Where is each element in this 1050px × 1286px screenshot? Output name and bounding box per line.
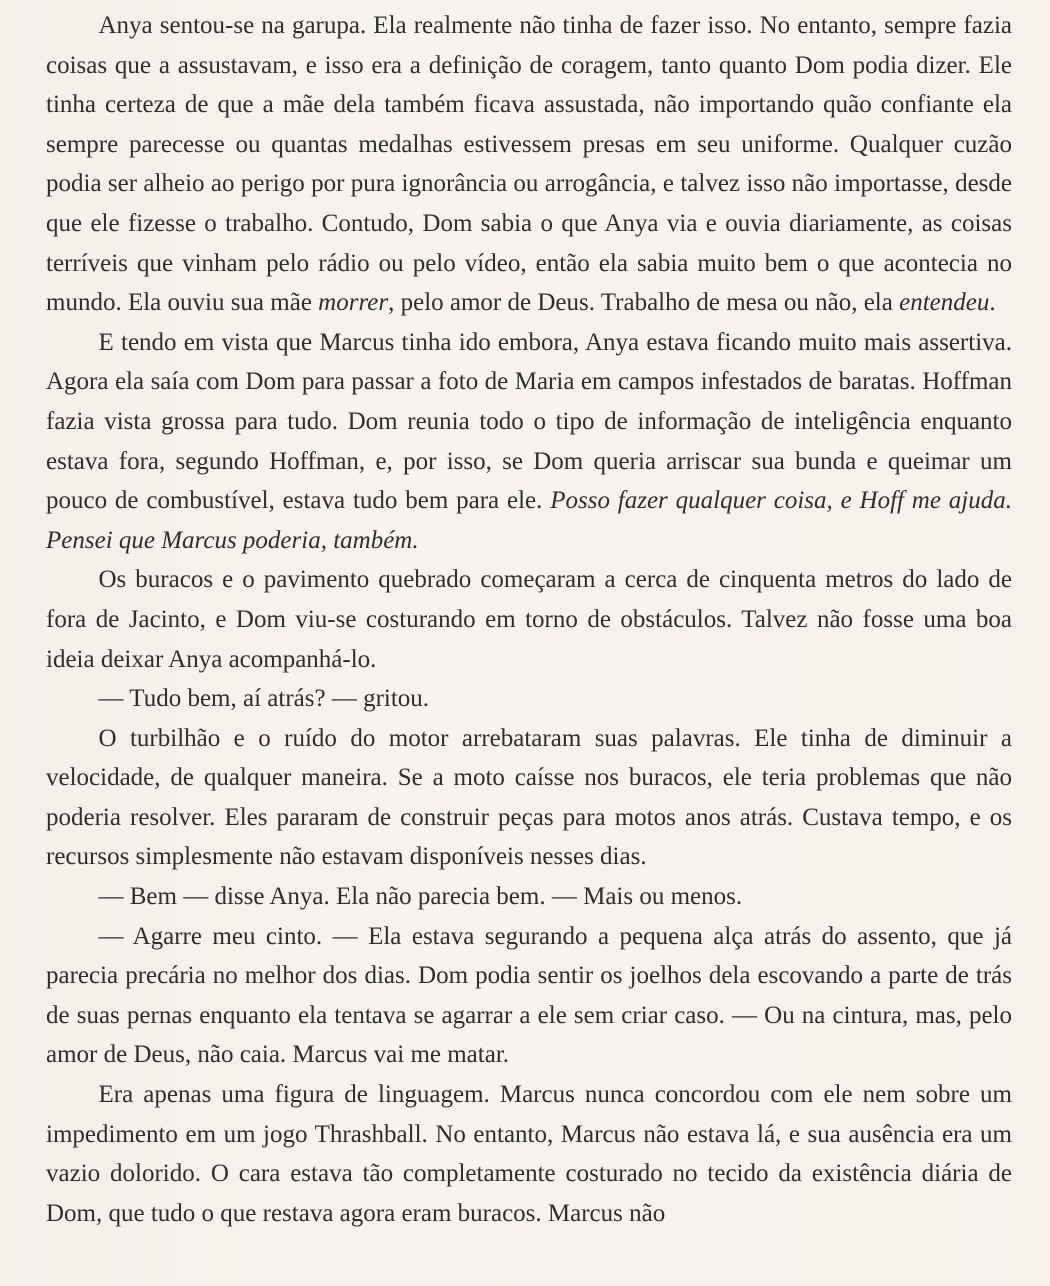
- paragraph-4: [46, 679, 1012, 719]
- italic-run: Posso fazer qualquer coisa, e Hoff me ajuda. Pensei que Marcus poderia, também.: [46, 487, 1012, 554]
- text-run: E tendo em vista que Marcus tinha ido embora, Anya estava ficando muito mais assertiva. Agora ela saía com Dom para passar a foto de Maria em campos infestados de baratas. Hoffman fazia vista grossa para tudo. Dom reunia todo o tipo de informação de inteligência enquanto estava fora, segundo Hoffman, e, por isso, se Dom queria arriscar sua bunda e queimar um pouco de combustível, estava tudo bem para ele.: [46, 328, 1012, 515]
- paragraph-5: [46, 719, 1012, 877]
- text-run: Era apenas uma figura de linguagem. Marcus nunca concordou com ele nem sobre um impedimento em um jogo Thrashball. No entanto, Marcus não estava lá, e sua ausência era um vazio dolorido. O cara estava tão completamente costurado no tecido da existência diária de Dom, que tudo o que restava agora eram buracos. Marcus não: [46, 1081, 1012, 1227]
- text-run: , pelo amor de Deus. Trabalho de mesa ou não, ela: [388, 289, 900, 317]
- italic-run: entendeu: [899, 289, 990, 317]
- text-run: O turbilhão e o ruído do motor arrebataram suas palavras. Ele tinha de diminuir a velocidade, de qualquer maneira. Se a moto caísse nos buracos, ele teria problemas que não poderia resolver. Eles pararam de construir peças para motos anos atrás. Custava tempo, e os recursos simplesmente não estavam disponíveis nesses dias.: [46, 724, 1012, 871]
- paragraph-8: [46, 1075, 1012, 1233]
- paragraph-2: [46, 323, 1012, 561]
- italic-run: morrer: [318, 289, 389, 317]
- text-run: Os buracos e o pavimento quebrado começaram a cerca de cinquenta metros do lado de fora de Jacinto, e Dom viu-se costurando em torno de obstáculos. Talvez não fosse uma boa ideia deixar Anya acompanhá-lo.: [46, 566, 1012, 673]
- paragraph-3: [46, 560, 1012, 679]
- paragraph-7: [46, 917, 1012, 1075]
- text-run: .: [989, 289, 996, 317]
- text-run: Anya sentou-se na garupa. Ela realmente não tinha de fazer isso. No entanto, sempre fazia coisas que a assustavam, e isso era a definição de coragem, tanto quanto Dom podia dizer. Ele tinha certeza de que a mãe dela também ficava assustada, não importando quão confiante ela sempre parecesse ou quantas medalhas estivessem presas em seu uniforme. Qualquer cuzão podia ser alheio ao perigo por pura ignorância ou arrogância, e talvez isso não importasse, desde que ele fizesse o trabalho. Contudo, Dom sabia o que Anya via e ouvia diariamente, as coisas terríveis que vinham pelo rádio ou pelo vídeo, então ela sabia muito bem o que acontecia no mundo. Ela ouviu sua mãe: [46, 12, 1012, 317]
- text-run: — Agarre meu cinto. — Ela estava segurando a pequena alça atrás do assento, que já parecia precária no melhor dos dias. Dom podia sentir os joelhos dela escovando a parte de trás de suas pernas enquanto ela tentava se agarrar a ele sem criar caso. — Ou na cintura, mas, pelo amor de Deus, não caia. Marcus vai me matar.: [46, 922, 1012, 1069]
- text-run: — Bem — disse Anya. Ela não parecia bem. — Mais ou menos.: [98, 883, 743, 911]
- paragraph-6: [46, 877, 1012, 917]
- text-run: — Tudo bem, aí atrás? — gritou.: [98, 685, 430, 713]
- paragraph-1: [46, 6, 1012, 323]
